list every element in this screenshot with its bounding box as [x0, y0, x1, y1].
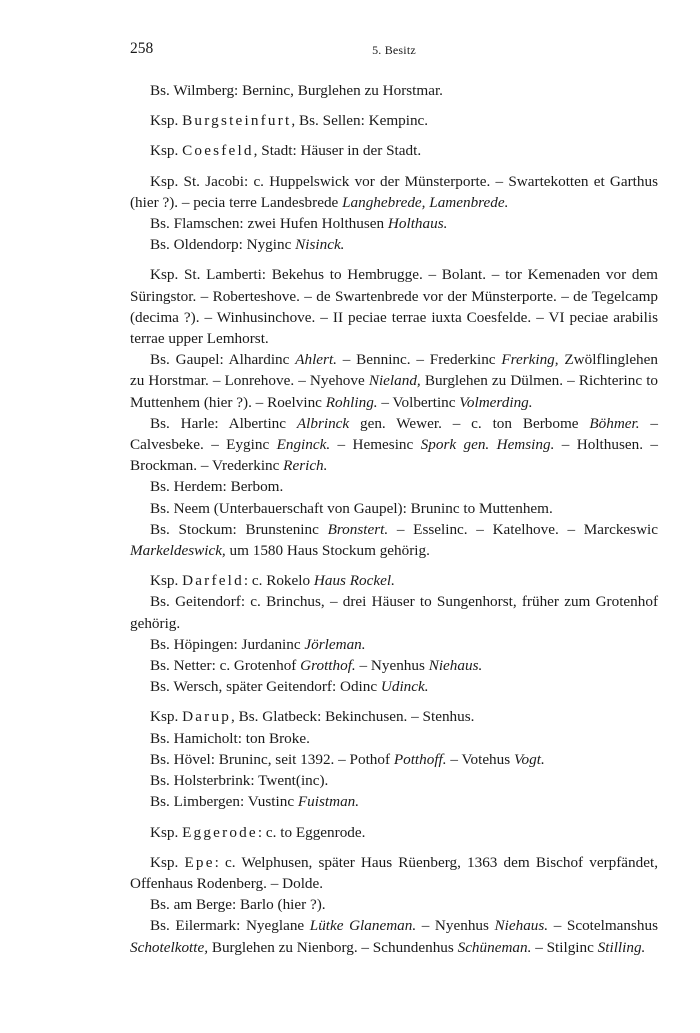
- entry-text: Ksp. St. Jacobi: c. Huppelswick vor der Münsterporte. – Swartekotten et Garthus (hier ?). – pecia terre Landesbrede: [130, 172, 658, 211]
- entry-text: – Stilginc: [531, 938, 598, 956]
- italic-name: Volmerding.: [459, 393, 533, 411]
- italic-name: Niehaus.: [428, 657, 483, 675]
- entry-text: Ksp.: [150, 142, 183, 160]
- entry-paragraph: [130, 476, 658, 497]
- entry-text: Ksp.: [150, 853, 185, 871]
- italic-name: Grotthof.: [300, 657, 356, 675]
- parish-name: Darfeld: [182, 572, 244, 590]
- entry-paragraph: [130, 264, 658, 349]
- entry-text: : c. Rokelo: [243, 572, 314, 590]
- entry-text: Burglehen zu Nienborg. – Schundenhus: [208, 938, 458, 956]
- italic-name: Potthoff.: [393, 750, 447, 768]
- italic-name: Rerich.: [283, 457, 328, 475]
- italic-name: Udinck.: [380, 678, 429, 696]
- entry-paragraph: [130, 822, 658, 843]
- page-body: [130, 80, 658, 958]
- entry-paragraph: [130, 234, 658, 255]
- italic-name: Rohling.: [325, 393, 378, 411]
- entry-text: Ksp.: [150, 708, 183, 726]
- italic-name: Nieland,: [368, 372, 421, 390]
- italic-name: Böhmer.: [589, 414, 640, 432]
- entry-text: Bs. Eilermark: Nyeglane: [150, 917, 310, 935]
- entry-text: – Nyenhus: [416, 917, 495, 935]
- italic-name: Nisinck.: [295, 236, 345, 254]
- entry-paragraph: [130, 676, 658, 697]
- italic-name: Langhebrede, Lamenbrede.: [342, 193, 509, 211]
- entry-paragraph: [130, 655, 658, 676]
- entry-text: Zwölflinglehen zu Horstmar. – Lonrehove. – Nyehove: [130, 351, 658, 390]
- entry-paragraph: [130, 728, 658, 749]
- entry-text: – Holthusen. – Brockman. – Vrederkinc: [130, 436, 658, 475]
- entry-paragraph: [130, 852, 658, 894]
- italic-name: Spork gen. Hemsing.: [420, 436, 555, 454]
- parish-name: Epe: [184, 853, 215, 871]
- entry-text: Ksp.: [150, 823, 183, 841]
- entry-text: Ksp. St. Lamberti: Bekehus to Hembrugge. – Bolant. – tor Kemenaden vor dem Süringstor. – Roberteshove. – de Swartenbrede vor der Münsterporte. – de Tegelcamp (decima ?). – Winhusinchove. – II peciae terrae iuxta Coesfelde. – VI peciae arabilis terrae upper Lemhorst.: [130, 266, 658, 348]
- italic-name: Schüneman.: [457, 938, 532, 956]
- entry-text: Bs. Höpingen: Jurdaninc: [150, 635, 305, 653]
- entry-text: Bs. Flamschen: zwei Hufen Holthusen: [150, 215, 388, 233]
- entry-paragraph: [130, 498, 658, 519]
- entry-text: – Volbertinc: [377, 393, 460, 411]
- entry-paragraph: [130, 110, 658, 131]
- entry-paragraph: [130, 791, 658, 812]
- italic-name: Bronstert.: [327, 520, 389, 538]
- italic-name: Holthaus.: [387, 215, 448, 233]
- parish-name: Burgsteinfurt: [182, 112, 292, 130]
- entry-paragraph: [130, 213, 658, 234]
- entry-text: Bs. am Berge: Barlo (hier ?).: [150, 896, 326, 914]
- entry-paragraph: [130, 413, 658, 477]
- entry-text: , Stadt: Häuser in der Stadt.: [253, 142, 422, 160]
- entry-paragraph: [130, 894, 658, 915]
- italic-name: Niehaus.: [494, 917, 549, 935]
- italic-name: Schotelkotte,: [130, 938, 209, 956]
- italic-name: Markeldeswick,: [130, 542, 226, 560]
- entry-text: um 1580 Haus Stockum gehörig.: [225, 542, 430, 560]
- entry-text: Bs. Wilmberg: Berninc, Burglehen zu Horstmar.: [150, 82, 443, 99]
- parish-name: Eggerode: [182, 823, 258, 841]
- entry-text: – Esselinc. – Katelhove. – Marckeswic: [388, 520, 658, 538]
- entry-paragraph: [130, 770, 658, 791]
- entry-text: – Votehus: [446, 750, 514, 768]
- entry-text: Bs. Hamicholt: ton Broke.: [150, 729, 310, 747]
- entry-paragraph: [130, 915, 658, 957]
- italic-name: Frerking,: [501, 351, 559, 369]
- entry-text: : c. Welphusen, später Haus Rüenberg, 1363 dem Bischof verpfändet, Offenhaus Rodenberg. – Dolde.: [130, 853, 658, 892]
- entry-text: Bs. Oldendorp: Nyginc: [150, 236, 296, 254]
- entry-text: – Calvesbeke. – Eyginc: [130, 414, 659, 454]
- italic-name: Fuistman.: [297, 793, 360, 811]
- parish-name: Darup: [182, 708, 232, 726]
- entry-text: – Hemesinc: [330, 436, 421, 454]
- italic-name: Haus Rockel.: [313, 572, 395, 590]
- entry-text: Bs. Wersch, später Geitendorf: Odinc: [150, 678, 381, 696]
- entry-text: Burglehen zu Dülmen. – Richterinc to Muttenhem (hier ?). – Roelvinc: [130, 372, 659, 411]
- entry-text: Bs. Geitendorf: c. Brinchus, – drei Häuser to Sungenhorst, früher zum Grotenhof gehörig.: [130, 593, 658, 632]
- italic-name: Stilling.: [597, 938, 646, 956]
- entry-text: Bs. Netter: c. Grotenhof: [150, 657, 301, 675]
- entry-paragraph: [130, 349, 658, 413]
- entry-paragraph: [130, 570, 658, 591]
- entry-text: Ksp.: [150, 112, 183, 130]
- entry-text: : c. to Eggenrode.: [257, 823, 366, 841]
- entry-paragraph: [130, 749, 658, 770]
- entry-text: , Bs. Sellen: Kempinc.: [291, 112, 429, 130]
- italic-name: Jörleman.: [304, 635, 366, 653]
- entry-text: Bs. Herdem: Berbom.: [150, 478, 284, 496]
- entry-paragraph: [130, 634, 658, 655]
- entry-paragraph: [130, 80, 658, 101]
- entry-text: Bs. Harle: Albertinc: [150, 414, 297, 432]
- italic-name: Ahlert.: [295, 351, 337, 369]
- running-head: 5. Besitz: [372, 43, 416, 57]
- entry-text: Ksp.: [150, 572, 183, 590]
- parish-name: Coesfeld: [182, 142, 254, 160]
- entry-paragraph: [130, 591, 658, 633]
- entry-text: – Benninc. – Frederkinc: [336, 351, 502, 369]
- entry-text: Bs. Stockum: Brunsteninc: [150, 520, 328, 538]
- entry-paragraph: [130, 140, 658, 161]
- italic-name: Lütke Glaneman.: [309, 917, 417, 935]
- italic-name: Enginck.: [276, 436, 331, 454]
- italic-name: Albrinck: [296, 414, 350, 432]
- entry-text: gen. Wewer. – c. ton Berbome: [349, 414, 590, 432]
- entry-text: , Bs. Glatbeck: Bekinchusen. – Stenhus.: [231, 708, 475, 726]
- entry-paragraph: [130, 706, 658, 727]
- entry-text: Bs. Holsterbrink: Twent(inc).: [150, 772, 329, 790]
- entry-paragraph: [130, 171, 658, 213]
- entry-text: – Scotelmanshus: [548, 917, 659, 935]
- entry-text: Bs. Limbergen: Vustinc: [150, 793, 298, 811]
- page-header: [130, 40, 658, 64]
- italic-name: Vogt.: [513, 750, 545, 768]
- entry-text: Bs. Hövel: Bruninc, seit 1392. – Pothof: [150, 750, 394, 768]
- entry-text: Bs. Neem (Unterbauerschaft von Gaupel): Bruninc to Muttenhem.: [150, 499, 553, 517]
- page-number: 258: [130, 40, 154, 57]
- entry-text: Bs. Gaupel: Alhardinc: [150, 351, 296, 369]
- entry-text: – Nyenhus: [355, 657, 429, 675]
- entry-paragraph: [130, 519, 658, 561]
